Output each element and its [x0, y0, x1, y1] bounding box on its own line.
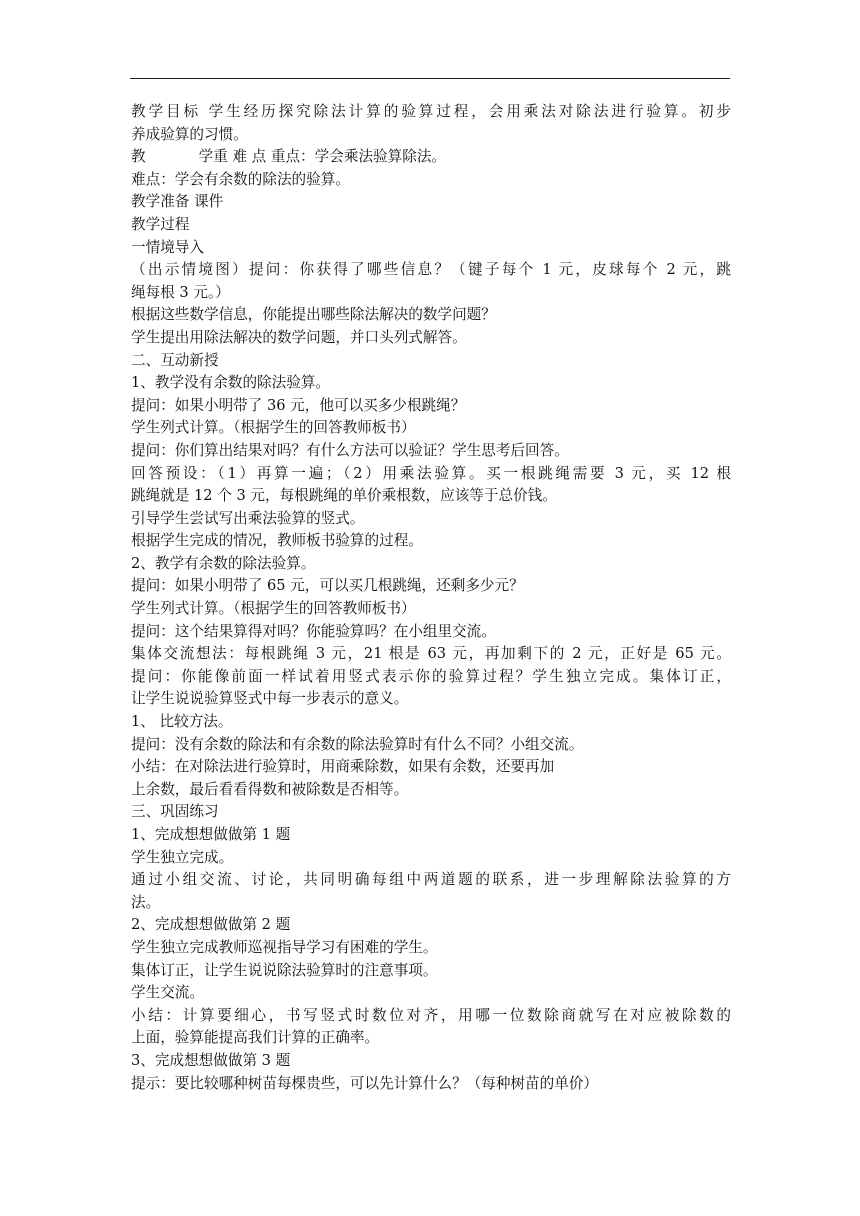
text-line: 绳每根 3 元。） [131, 283, 230, 301]
text-line: 学生独立完成教师巡视指导学习有困难的学生。 [131, 938, 438, 956]
text-line: 学生列式计算。（根据学生的回答教师板书） [131, 600, 416, 618]
text-line: 上余数，最后看看得数和被除数是否相等。 [131, 780, 409, 798]
text-line: 学生交流。 [131, 984, 204, 1002]
text-line: 1、完成想想做做第 1 题 [131, 826, 291, 843]
text-line: 提问：这个结果算得对吗？你能验算吗？在小组里交流。 [131, 622, 496, 640]
text-line-split [131, 146, 731, 169]
text-line: 提问：你们算出结果对吗？有什么方法可以验证？学生思考后回答。 [131, 441, 569, 459]
text-line: 学生提出用除法解决的数学问题，并口头列式解答。 [131, 328, 467, 346]
text-line: 教学准备 课件 [131, 193, 224, 211]
text-line: （出示情境图）提问：你获得了哪些信息？（键子每个 1 元，皮球每个 2 元，跳 [131, 261, 731, 279]
text-line: 提示：要比较哪种树苗每棵贵些，可以先计算什么？（每种树苗的单价） [131, 1074, 599, 1092]
header-rule [130, 78, 730, 79]
text-fragment: 教 [131, 148, 146, 166]
text-line: 根据学生完成的情况，教师板书验算的过程。 [131, 532, 423, 550]
text-line: 提问：如果小明带了 36 元，他可以买多少根跳绳？ [131, 396, 466, 414]
text-line: 提问：你能像前面一样试着用竖式表示你的验算过程？学生独立完成。集体订正， [131, 667, 731, 685]
text-line: 教学过程 [131, 215, 190, 233]
section-heading: 一情境导入 [131, 238, 204, 256]
text-line: 提问：如果小明带了 65 元，可以买几根跳绳，还剩多少元？ [131, 577, 524, 595]
text-line: 1、教学没有余数的除法验算。 [131, 374, 331, 392]
text-fragment: 学重 难 点 重点：学会乘法验算除法。 [198, 148, 447, 166]
text-line: 集体交流想法：每根跳绳 3 元，21 根是 63 元，再加剩下的 2 元，正好是 65 元。 [131, 645, 731, 663]
text-line: 1、 比较方法。 [131, 713, 233, 731]
text-line: 集体订正，让学生说说除法验算时的注意事项。 [131, 961, 438, 979]
text-line: 3、完成想想做做第 3 题 [131, 1051, 291, 1069]
text-line: 2、完成想想做做第 2 题 [131, 916, 291, 934]
text-line: 学生独立完成。 [131, 848, 234, 866]
text-line: 养成验算的习惯。 [131, 125, 248, 143]
text-line: 小结：计算要细心，书写竖式时数位对齐，用哪一位数除商就写在对应被除数的 [131, 1006, 731, 1024]
text-line: 引导学生尝试写出乘法验算的竖式。 [131, 509, 365, 527]
text-line: 提问：没有余数的除法和有余数的除法验算时有什么不同？小组交流。 [131, 735, 584, 753]
text-line: 让学生说说验算竖式中每一步表示的意义。 [131, 690, 409, 708]
text-line: 难点：学会有余数的除法的验算。 [131, 170, 350, 188]
text-line: 教学目标 学生经历探究除法计算的验算过程，会用乘法对除法进行验算。初步 [131, 103, 731, 120]
text-line: 上面，验算能提高我们计算的正确率。 [131, 1029, 380, 1047]
document-body [131, 101, 731, 1095]
section-heading: 三、巩固练习 [131, 803, 219, 821]
text-line: 通过小组交流、讨论，共同明确每组中两道题的联系，进一步理解除法验算的方 [131, 871, 731, 889]
section-heading: 二、互动新授 [131, 351, 219, 369]
text-line: 法。 [131, 893, 161, 911]
text-line: 根据这些数学信息，你能提出哪些除法解决的数学问题？ [131, 306, 496, 324]
text-line: 学生列式计算。（根据学生的回答教师板书） [131, 419, 416, 437]
text-line: 回答预设：（1）再算一遍；（2）用乘法验算。买一根跳绳需要 3 元，买 12 根 [131, 464, 731, 482]
text-line: 跳绳就是 12 个 3 元，每根跳绳的单价乘根数，应该等于总价钱。 [131, 487, 557, 505]
text-line: 2、教学有余数的除法验算。 [131, 554, 316, 572]
text-line: 小结：在对除法进行验算时，用商乘除数，如果有余数，还要再加 [131, 758, 555, 776]
